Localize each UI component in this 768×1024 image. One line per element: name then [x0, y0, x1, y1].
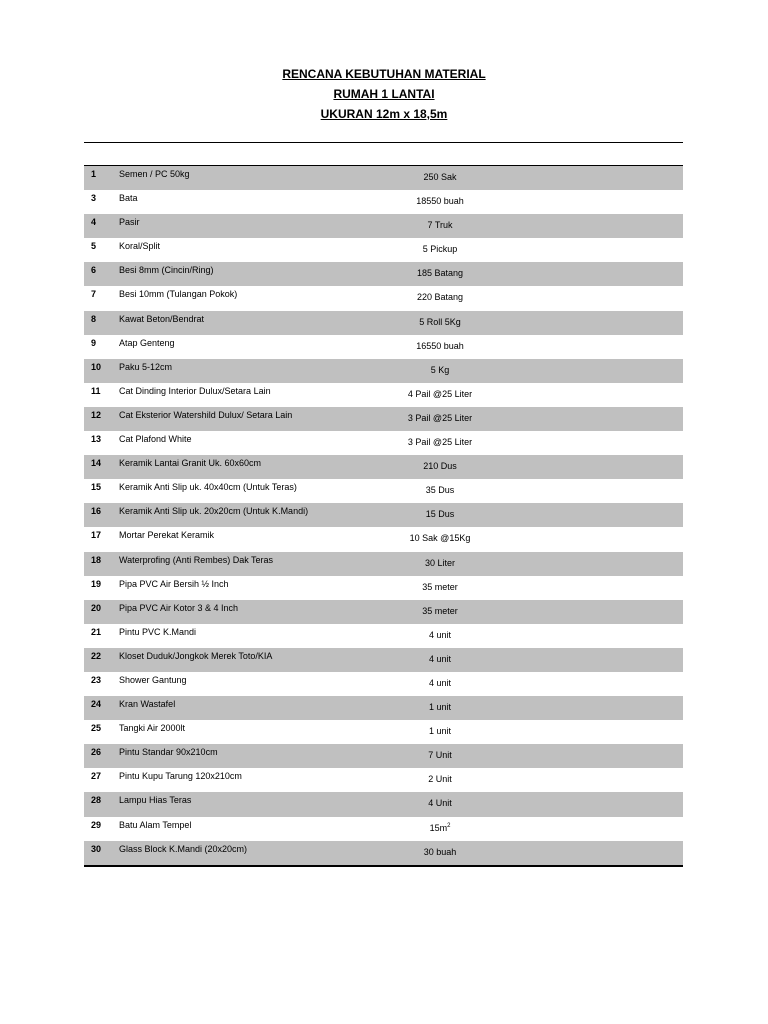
- quantity-value-wrap: [423, 172, 456, 182]
- material-name: Pipa PVC Air Bersih ½ Inch: [119, 578, 229, 589]
- row-number: 26: [91, 747, 102, 758]
- material-table: [84, 165, 683, 867]
- table-row: [84, 262, 683, 286]
- row-number: 17: [91, 530, 102, 541]
- quantity-value-wrap: [429, 702, 451, 712]
- table-row: [84, 238, 683, 262]
- quantity-value: 15 Dus: [425, 509, 455, 520]
- quantity-value-wrap: [428, 798, 452, 808]
- material-name: Pipa PVC Air Kotor 3 & 4 Inch: [119, 602, 239, 613]
- material-name: Kloset Duduk/Jongkok Merek Toto/KIA: [119, 650, 273, 661]
- table-row: [84, 335, 683, 359]
- quantity-value-wrap: [424, 847, 457, 857]
- quantity-value: 4 Unit: [428, 798, 452, 809]
- material-name: Tangki Air 2000lt: [119, 723, 186, 734]
- quantity-value-wrap: [416, 341, 464, 351]
- table-row: [84, 286, 683, 310]
- row-number: 5: [91, 241, 97, 252]
- quantity-value: 5 Pickup: [422, 244, 458, 255]
- row-number: 3: [91, 193, 97, 204]
- material-name: Keramik Anti Slip uk. 20x20cm (Untuk K.Mandi): [119, 506, 309, 517]
- table-row: [84, 744, 683, 768]
- quantity-value-wrap: [427, 220, 452, 230]
- quantity-value-wrap: [419, 317, 461, 327]
- row-number: 21: [91, 626, 102, 637]
- quantity-value: 5 Kg: [430, 364, 450, 375]
- row-number: 22: [91, 650, 102, 661]
- row-number: 13: [91, 434, 102, 445]
- row-number: 4: [91, 217, 97, 228]
- row-number: 10: [91, 361, 102, 372]
- material-name: Cat Dinding Interior Dulux/Setara Lain: [119, 385, 271, 396]
- table-row: [84, 672, 683, 696]
- row-number: 18: [91, 554, 102, 565]
- title-line-3: UKURAN 12m x 18,5m: [320, 107, 448, 121]
- quantity-value-wrap: [431, 365, 450, 375]
- quantity-value-wrap: [428, 750, 452, 760]
- quantity-value: 7 Unit: [428, 750, 452, 761]
- quantity-value: 4 unit: [428, 629, 452, 640]
- quantity-value: 220 Batang: [416, 292, 464, 303]
- material-name: Kran Wastafel: [119, 699, 176, 710]
- row-number: 25: [91, 723, 102, 734]
- quantity-value-wrap: [430, 823, 451, 833]
- quantity-value: 7 Truk: [427, 220, 453, 231]
- quantity-value-wrap: [426, 485, 455, 495]
- title-line-1: RENCANA KEBUTUHAN MATERIAL: [282, 67, 486, 81]
- quantity-value-wrap: [429, 678, 451, 688]
- row-number: 30: [91, 843, 102, 854]
- quantity-value: 250 Sak: [423, 172, 457, 182]
- quantity-value-wrap: [416, 196, 464, 206]
- table-row: [84, 214, 683, 238]
- material-name: Atap Genteng: [119, 337, 175, 348]
- quantity-value: 35 meter: [422, 605, 458, 616]
- material-name: Pintu PVC K.Mandi: [119, 626, 197, 637]
- row-number: 14: [91, 458, 102, 469]
- row-number: 11: [91, 385, 101, 396]
- material-name: Waterprofing (Anti Rembes) Dak Teras: [119, 554, 274, 565]
- table-row: [84, 792, 683, 816]
- quantity-value-wrap: [422, 606, 458, 616]
- row-number: 7: [91, 289, 97, 300]
- row-number: 23: [91, 674, 102, 685]
- material-name: Shower Gantung: [119, 674, 187, 685]
- material-name: Keramik Lantai Granit Uk. 60x60cm: [119, 458, 262, 469]
- table-row: [84, 383, 683, 407]
- table-row: [84, 720, 683, 744]
- quantity-value-wrap: [423, 244, 458, 254]
- quantity-value-wrap: [423, 461, 457, 471]
- table-row: [84, 190, 683, 214]
- table-row: [84, 431, 683, 455]
- row-number: 28: [91, 795, 102, 806]
- material-name: Lampu Hias Teras: [119, 795, 192, 806]
- material-name: Pasir: [119, 217, 140, 228]
- table-row: [84, 311, 683, 335]
- row-number: 15: [91, 482, 102, 493]
- material-name: Besi 10mm (Tulangan Pokok): [119, 289, 238, 300]
- row-number: 19: [91, 578, 102, 589]
- quantity-value: 5 Roll 5Kg: [419, 316, 461, 327]
- table-row: [84, 696, 683, 720]
- quantity-value: 2 Unit: [428, 774, 452, 785]
- quantity-value: 1 unit: [428, 702, 452, 713]
- quantity-value: 185 Batang: [416, 268, 464, 279]
- table-row: [84, 359, 683, 383]
- table-row: [84, 503, 683, 527]
- row-number: 29: [91, 819, 102, 830]
- quantity-value-wrap: [428, 774, 452, 784]
- table-row: [84, 166, 683, 190]
- material-name: Batu Alam Tempel: [119, 819, 192, 830]
- quantity-value: 4 unit: [428, 653, 452, 664]
- material-name: Glass Block K.Mandi (20x20cm): [119, 843, 248, 854]
- top-divider: [84, 142, 683, 143]
- material-name: Koral/Split: [119, 241, 161, 252]
- quantity-value: 210 Dus: [423, 461, 457, 472]
- quantity-value: 30 buah: [423, 846, 457, 857]
- quantity-value: 3 Pail @25 Liter: [407, 437, 473, 448]
- table-row: [84, 479, 683, 503]
- material-name: Pintu Kupu Tarung 120x210cm: [119, 771, 242, 782]
- quantity-value: 1 unit: [428, 726, 452, 737]
- quantity-value: 35 Dus: [425, 485, 455, 496]
- material-name: Besi 8mm (Cincin/Ring): [119, 265, 214, 276]
- table-row: [84, 768, 683, 792]
- row-number: 6: [91, 265, 97, 276]
- table-row: [84, 455, 683, 479]
- row-number: 20: [91, 602, 102, 613]
- quantity-value: 15m: [429, 822, 448, 833]
- document-header: [0, 64, 768, 124]
- row-number: 12: [91, 409, 102, 420]
- table-row: [84, 576, 683, 600]
- material-name: Cat Eksterior Watershild Dulux/ Setara Lain: [119, 409, 293, 420]
- row-number: 8: [91, 313, 97, 324]
- quantity-value: 16550 buah: [416, 340, 464, 351]
- row-number: 16: [91, 506, 102, 517]
- quantity-value: 3 Pail @25 Liter: [407, 412, 473, 423]
- quantity-value: 4 Pail @25 Liter: [407, 388, 473, 399]
- quantity-value-wrap: [417, 268, 463, 278]
- table-row: [84, 527, 683, 551]
- quantity-value-wrap: [429, 654, 451, 664]
- table-row: [84, 624, 683, 648]
- material-name: Mortar Perekat Keramik: [119, 530, 215, 541]
- material-name: Paku 5-12cm: [119, 361, 173, 372]
- quantity-value-wrap: [408, 389, 472, 399]
- quantity-value: 35 meter: [422, 581, 458, 592]
- quantity-value-wrap: [410, 533, 471, 543]
- row-number: 24: [91, 699, 102, 710]
- material-name: Pintu Standar 90x210cm: [119, 747, 218, 758]
- quantity-value-wrap: [417, 292, 463, 302]
- quantity-value: 10 Sak @15Kg: [409, 533, 471, 544]
- quantity-value-wrap: [425, 558, 455, 568]
- quantity-value: 30 Liter: [424, 557, 456, 568]
- row-number: 9: [91, 337, 97, 348]
- material-name: Keramik Anti Slip uk. 40x40cm (Untuk Teras): [119, 482, 297, 493]
- table-row: [84, 817, 683, 841]
- row-number: 27: [91, 771, 102, 782]
- quantity-value-wrap: [408, 437, 472, 447]
- material-name: Bata: [119, 193, 138, 204]
- quantity-value: 4 unit: [428, 677, 452, 688]
- material-name: Semen / PC 50kg: [119, 169, 190, 179]
- row-number: 1: [91, 169, 97, 179]
- quantity-value-wrap: [408, 413, 472, 423]
- quantity-value-wrap: [426, 509, 455, 519]
- quantity-value-wrap: [422, 582, 458, 592]
- material-name: Cat Plafond White: [119, 434, 192, 445]
- title-line-2: RUMAH 1 LANTAI: [333, 87, 435, 101]
- quantity-superscript: 2: [447, 822, 451, 829]
- quantity-value-wrap: [429, 726, 451, 736]
- table-row: [84, 648, 683, 672]
- table-row: [84, 841, 683, 865]
- quantity-value-wrap: [429, 630, 451, 640]
- quantity-value: 18550 buah: [416, 196, 464, 207]
- material-name: Kawat Beton/Bendrat: [119, 313, 205, 324]
- table-row: [84, 552, 683, 576]
- table-row: [84, 407, 683, 431]
- table-row: [84, 600, 683, 624]
